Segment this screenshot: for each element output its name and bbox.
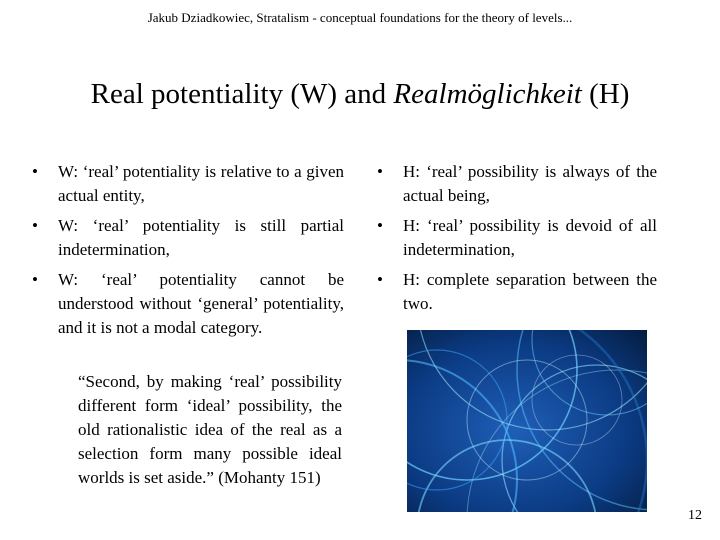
page-number: 12 [688,508,702,523]
bullet-text: H: ‘real’ possibility is devoid of all indetermination, [403,216,657,259]
quote-text: “Second, by making ‘real’ possibility different form ‘ideal’ possibility, the old rationalistic idea of the real as a selection form many possible ideal worlds is set aside.” (Mohanty 151) [78,372,342,487]
bullet-icon: • [377,270,383,289]
abstract-blue-arcs-image [407,330,647,512]
list-item [375,160,657,208]
abstract-arcs-graphic [407,330,647,512]
left-bullet-list [30,160,344,340]
right-column [375,160,657,322]
title-text-part2: (H) [581,78,630,110]
bullet-icon: • [32,162,38,181]
bullet-text: W: ‘real’ potentiality cannot be understood without ‘general’ potentiality, and it is not a modal category. [58,270,344,337]
bullet-icon: • [32,270,38,289]
list-item [375,214,657,262]
list-item [30,268,344,340]
list-item [30,160,344,208]
bullet-text: H: ‘real’ possibility is always of the actual being, [403,162,657,205]
bullet-text: H: complete separation between the two. [403,270,657,313]
bullet-icon: • [377,216,383,235]
bullet-icon: • [377,162,383,181]
title-italic-term: Realmöglichkeit [393,78,582,110]
slide-title [0,78,720,111]
bullet-text: W: ‘real’ potentiality is still partial indetermination, [58,216,344,259]
right-bullet-list [375,160,657,316]
title-text-part1: Real potentiality (W) and [90,78,394,110]
bullet-icon: • [32,216,38,235]
list-item [30,214,344,262]
slide-header: Jakub Dziadkowiec, Stratalism - conceptual foundations for the theory of levels... [147,10,573,25]
left-column [30,160,344,346]
bullet-text: W: ‘real’ potentiality is relative to a given actual entity, [58,162,344,205]
list-item [375,268,657,316]
